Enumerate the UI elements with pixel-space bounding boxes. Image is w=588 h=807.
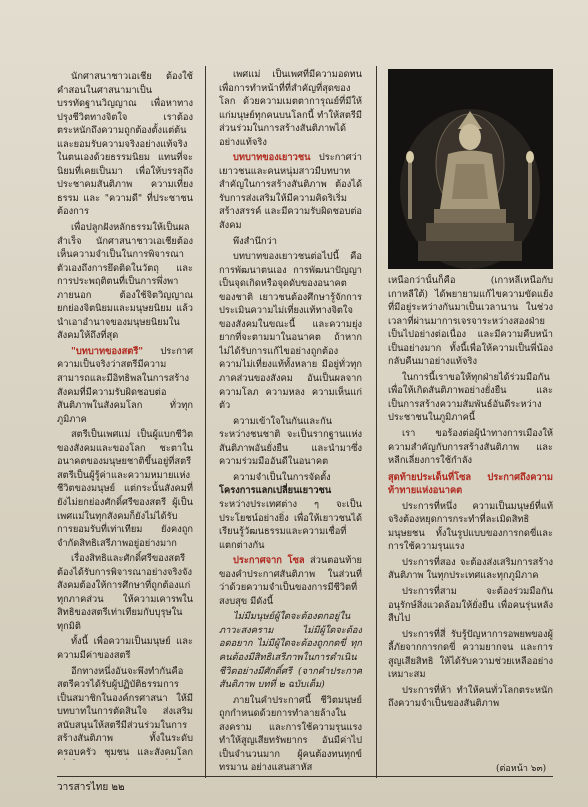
section-heading-women: "บทบาทของสตรี" bbox=[71, 345, 144, 357]
buddha-statue-icon bbox=[388, 69, 553, 269]
paragraph: ทั้งนี้ เพื่อความเป็นมนุษย์ และความมีค่าของสตรี bbox=[57, 636, 193, 661]
list-item: ประการที่สี่ รับรู้ปัญหาการอพยพของผู้ลี้ภัยจากการกดขี่ ความยากจน และการสูญเสียสิทธิ ให้ได้รับความช่วยเหลืออย่างเหมาะสม bbox=[388, 628, 553, 681]
quote: ไม่มีมนุษย์ผู้ใดจะต้องตกอยู่ในภาวะสงคราม ไม่มีผู้ใดจะต้องอดอยาก ไม่มีผู้ใดจะต้องถูกกดขี่ ทุกคนต้องมีสิทธิเสรีภาพในการดำเนินชีวิตอย่างมีศักดิ์ศรี (จากคำประกาศสันติภาพ บทที่ ๒ ฉบับเต็ม) bbox=[219, 611, 362, 691]
page-footer: วารสารไทย ๒๒ bbox=[57, 782, 125, 793]
footer-rule bbox=[57, 776, 553, 777]
paragraph: "บทบาทของสตรี" ประกาศความเป็นจริงว่าสตรีมีความสามารถและมีอิทธิพลในการสร้างสังคมที่มีความรับผิดชอบต่อสันติภาพในสังคมโลก ทั่วทุกภูมิภาค bbox=[57, 345, 193, 425]
section-heading-challenges: สุดท้ายประเด็นที่โซล ประกาศถึงความท้าทายแห่งอนาคต bbox=[388, 471, 553, 497]
paragraph: เหนือกว่านั้นก็คือ (เกาหลีเหนือกับเกาหลีใต้) ได้พยายามแก้ไขความขัดแย้งที่มีอยู่ระหว่างกันมาเป็นเวลานาน ในช่วงเวลาที่ผ่านมาการเจรจาระหว่างสองฝ่ายเป็นไปอย่างต่อเนื่อง และมีความคืบหน้าเป็นอย่างมาก ทั้งนี้เพื่อให้ความเป็นพี่น้องกลับคืนมาอย่างแท้จริง bbox=[388, 275, 553, 368]
list-item: ประการที่หนึ่ง ความเป็นมนุษย์ที่แท้จริงต้องหยุดการกระทำที่ละเมิดสิทธิมนุษยชน ทั้งในรูปแบบของการกดขี่และการใช้ความรุนแรง bbox=[388, 500, 553, 553]
highlight-term: โครงการแลกเปลี่ยนเยาวชน bbox=[219, 485, 332, 497]
paragraph: เพศแม่ เป็นเพศที่มีความอดทนเพื่อการทำหน้าที่ที่สำคัญที่สุดของโลก ด้วยความเมตตาการุณย์ที่มีให้แก่มนุษย์ทุกคนบนโลกนี้ ทำให้สตรีมีส่วนร่วมในการสร้างสันติภาพได้อย่างแท้จริง bbox=[219, 69, 362, 148]
buddha-statue-photo bbox=[388, 69, 553, 269]
text-column-2 bbox=[219, 68, 362, 776]
paragraph: สตรีเป็นเพศแม่ เป็นผู้แบกชีวิตของสังคมและของโลก ชะตาในอนาคตของมนุษยชาติขึ้นอยู่ที่สตรี สตรีเป็นผู้รู้ค่าและความหมายแห่งชีวิตของมนุษย์ แต่กระนั้นสังคมที่ยังไม่ยกย่องศักดิ์ศรีของสตรี ผู้เป็นเพศแม่ในทุกสังคมก็ยังไม่ได้รับการยอมรับที่เท่าเทียม ยังคงถูกจำกัดสิทธิเสรีภาพอยู่อย่างมาก bbox=[57, 429, 193, 549]
paragraph: ในการนี้เราขอให้ทุกฝ่ายได้ร่วมมือกันเพื่อให้เกิดสันติภาพอย่างยั่งยืน และเป็นการสร้างความสัมพันธ์อันดีระหว่างประชาชนในภูมิภาคนี้ bbox=[388, 371, 553, 424]
paragraph: นักศาสนาชาวเอเชีย ต้องใช้คำสอนในศาสนามาเป็นบรรทัดฐานวิญญาณ เพื่อหาทางปรุงชีวิตทางจิตใจ เราต้องตระหนักถึงความถูกต้องตั้งแต่ต้นและยอมรับความจริงอย่างแท้จริงในตนเองด้วยธรรมนิยม แทนที่จะนิยมที่เคยเป็นมา เพื่อให้บรรลุถึงประชาคมสันติภาพ ความเที่ยงธรรม และ "ความดี" ที่ประชาชนต้องการ bbox=[57, 71, 193, 218]
continued-note: (ต่อหน้า ๖๓) bbox=[496, 764, 547, 774]
paragraph: เรา ขอร้องต่อผู้นำทางการเมืองให้ความสำคัญกับการสร้างสันติภาพ และหลีกเลี่ยงการใช้กำลัง bbox=[388, 428, 553, 467]
paragraph: ความจำเป็นในการจัดตั้ง โครงการแลกเปลี่ยนเยาวชน ระหว่างประเทศต่าง ๆ จะเป็นประโยชน์อย่างยิ่ง เพื่อให้เยาวชนได้เรียนรู้วัฒนธรรมและความเชื่อที่แตกต่างกัน bbox=[219, 471, 362, 551]
section-heading-seoul: ประกาศจาก โซล bbox=[233, 555, 305, 567]
section-heading-youth: บทบาทของเยาวชน bbox=[233, 152, 311, 164]
paragraph: อีกทางหนึ่งอันจะพึงทำกันคือ สตรีควรได้รับผู้ปฏิบัติธรรมการเป็นสมาชิกในองค์กรศาสนา ให้มีบทบาทในการตัดสินใจ ส่งเสริมสนับสนุนให้สตรีมีส่วนร่วมในการสร้างสันติภาพ ทั้งในระดับครอบครัว ชุมชน และสังคมโลก bbox=[57, 665, 193, 758]
text-column-1 bbox=[57, 70, 193, 760]
paragraph: พึงสำนึกว่า bbox=[233, 235, 277, 247]
column-divider bbox=[376, 66, 377, 778]
column-divider bbox=[205, 66, 206, 778]
list-item: ประการที่ห้า ทำให้คนทั่วโลกตระหนักถึงความจำเป็นของสันติภาพ bbox=[388, 684, 553, 710]
list-item: ประการที่สอง จะต้องส่งเสริมการสร้างสันติภาพ ในทุกประเทศและทุกภูมิภาค bbox=[388, 556, 553, 582]
list-item: ประการที่สาม จะต้องร่วมมือกันอนุรักษ์สิ่งแวดล้อมให้ยั่งยืน เพื่อคนรุ่นหลังสืบไป bbox=[388, 586, 553, 625]
text-column-3 bbox=[388, 274, 553, 774]
paragraph: เพื่อปลูกฝังหลักธรรมให้เป็นผลสำเร็จ นักศาสนาชาวเอเชียต้องเห็นความจำเป็นในการพิจารณาตัวเองถึงการยึดติดในวัตถุ และการประพฤติตนที่เป็นการพึ่งพาภายนอก ต้องใช้จิตวิญญาณ ยกย่องจิตนิยมและมนุษยนิยม แล้วนำเอาอำนาจของมนุษยนิยมในสังคมให้ถึงที่สุด bbox=[57, 222, 193, 342]
paragraph: เรื่องสิทธิและศักดิ์ศรีของสตรีต้องได้รับการพิจารณาอย่างจริงจัง สังคมต้องให้การศึกษาที่ถูกต้องแก่ทุกภาคส่วน ให้ความเคารพในสิทธิของสตรีเท่าเทียมกับบุรุษในทุกมิติ bbox=[57, 553, 193, 632]
paragraph: ความเข้าใจในกันและกันระหว่างชนชาติ จะเป็นรากฐานแห่งสันติภาพอันยั่งยืน และนำมาซึ่งความร่วมมืออันดีในอนาคต bbox=[219, 415, 362, 468]
paragraph: บทบาทของเยาวชน ประกาศว่าเยาวชนและคนหนุ่มสาวมีบทบาทสำคัญในการสร้างสันติภาพ ต้องได้รับการส่งเสริมให้มีความคิดริเริ่มสร้างสรรค์ และมีความรับผิดชอบต่อสังคม bbox=[219, 152, 362, 232]
paragraph: ประกาศจาก โซล ส่วนตอนท้ายของคำประกาศสันติภาพ ในส่วนที่ว่าด้วยความจำเป็นของการมีชีวิตที่สงบสุข มีดังนี้ bbox=[219, 555, 362, 607]
paragraph: ภายในคำประกาศนี้ ชีวิตมนุษย์ถูกกำหนดด้วยการทำลายล้างในสงคราม และการใช้ความรุนแรง ทำให้สูญเสียทรัพยากร อันมีค่าไปเป็นจำนวนมาก ผู้คนต้องทนทุกข์ทรมาน อย่างแสนสาหัส bbox=[219, 694, 362, 774]
paragraph: บทบาทของเยาวชนต่อไปนี้ คือ การพัฒนาตนเอง การพัฒนาปัญญา เป็นจุดเกิดหรือจุดดับของอนาคตของชาติ เยาวชนต้องศึกษารู้จักการประเมินความไม่เที่ยงแท้ทางจิตใจของสังคมในขณะนี้ และความยุ่งยากที่จะตามมาในอนาคต ถ้าหากไม่ได้รับการแก้ไขอย่างถูกต้อง ความไม่เที่ยงแท้ทั้งหลาย มีอยู่ทั่วทุกภาคส่วนของสังคม อันเป็นผลจากความโลภ ความหลง ความเห็นแก่ตัว bbox=[219, 251, 362, 412]
